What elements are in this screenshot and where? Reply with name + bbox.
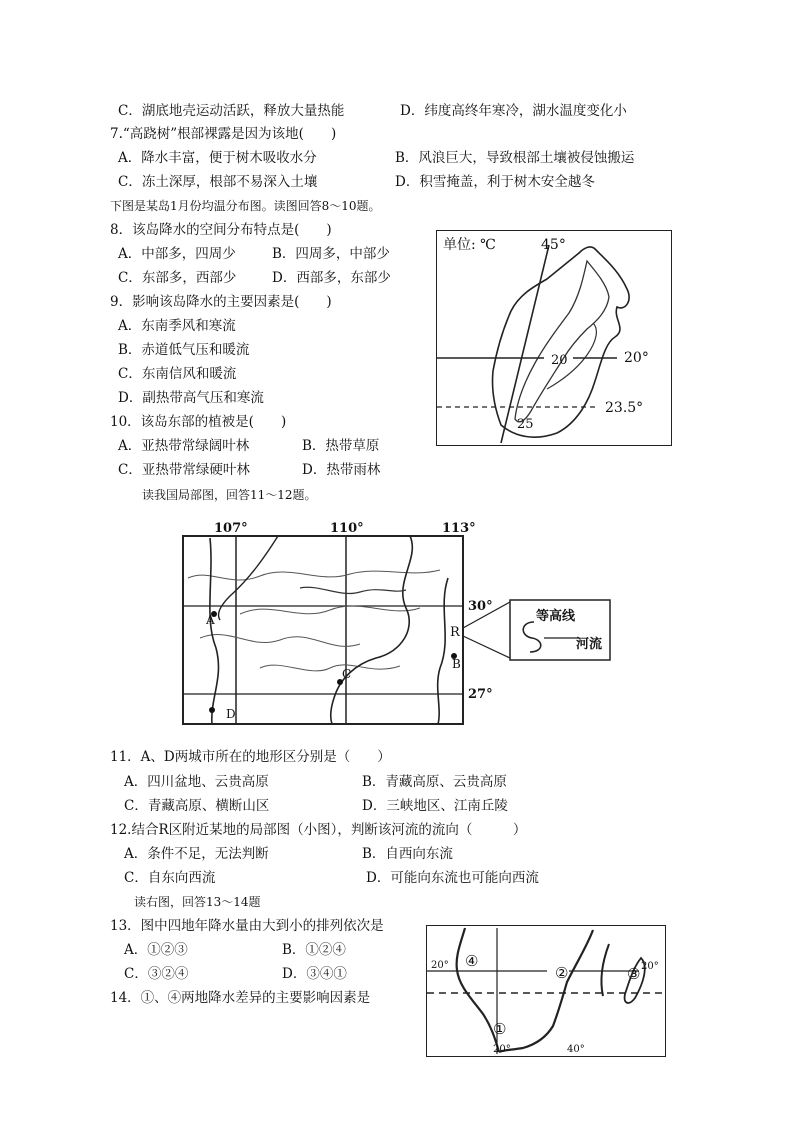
latitude-20-label: 20°	[624, 350, 649, 366]
q13-option-a: A．①②③	[124, 942, 188, 958]
fig3-latitude-label: 20°	[431, 960, 449, 971]
legend-river-label: 河流	[576, 637, 603, 652]
isotherm-20-label: 20	[551, 353, 568, 368]
q10-option-c: C．亚热带常绿硬叶林	[118, 462, 250, 478]
unit-label: 单位: ℃	[443, 237, 496, 253]
q7-option-a: A．降水丰富，便于树木吸收水分	[118, 150, 317, 166]
q8-option-d: D．西部多，东部少	[272, 270, 391, 286]
precipitation-locations-map	[426, 925, 666, 1057]
q9-option-b: B．赤道低气压和暖流	[118, 342, 250, 358]
island-temperature-map	[436, 230, 672, 446]
location-4-label: ④	[465, 952, 479, 970]
q8-stem: 8．该岛降水的空间分布特点是( )	[110, 222, 332, 238]
q10-stem: 10．该岛东部的植被是( )	[110, 414, 287, 430]
q7-option-c: C．冻土深厚，根部不易深入土壤	[118, 174, 318, 190]
q13-option-c: C．③②④	[124, 966, 189, 982]
q8-option-c: C．东部多，西部少	[118, 270, 237, 286]
q10-option-b: B．热带草原	[302, 438, 380, 454]
q7-stem: 7.“高跷树”根部裸露是因为该地( )	[110, 126, 337, 142]
q7-option-b: B．风浪巨大，导致根部土壤被侵蚀搬运	[395, 150, 635, 166]
q13-option-b: B．①②④	[282, 942, 346, 958]
q6-option-c: C．湖底地壳运动活跃，释放大量热能	[118, 103, 345, 119]
city-d-label: D	[226, 707, 236, 721]
legend-contour-label: 等高线	[536, 609, 576, 624]
q7-option-d: D．积雪掩盖，利于树木安全越冬	[395, 174, 595, 190]
fig3-longitude-20-label: 20°	[493, 1044, 511, 1055]
q10-option-a: A．亚热带常绿阔叶林	[118, 438, 250, 454]
longitude-113-label: 113°	[442, 521, 476, 536]
latitude-30-label: 30°	[468, 599, 493, 614]
intro-11-12: 读我国局部图，回答11～12题。	[142, 488, 317, 502]
q13-stem: 13．图中四地年降水量由大到小的排列依次是	[110, 918, 384, 934]
q10-option-d: D．热带雨林	[302, 462, 381, 478]
region-r-label: R	[450, 625, 460, 640]
city-c-label: C	[342, 667, 352, 681]
q14-stem: 14．①、④两地降水差异的主要影响因素是	[110, 990, 371, 1006]
q12-stem: 12.结合R区附近某地的局部图（小图），判断该河流的流向（ ）	[110, 822, 527, 838]
longitude-label: 45°	[541, 237, 566, 253]
q12-option-b: B．自西向东流	[362, 846, 453, 862]
q8-option-a: A．中部多，四周少	[118, 246, 236, 262]
fig3-latitude-right-label: 20°	[641, 961, 659, 972]
q9-option-a: A．东南季风和寒流	[118, 318, 236, 334]
q9-option-c: C．东南信风和暖流	[118, 366, 237, 382]
fig3-longitude-40-label: 40°	[567, 1044, 585, 1055]
latitude-27-label: 27°	[468, 687, 493, 702]
q11-option-b: B．青藏高原、云贵高原	[362, 774, 507, 790]
q8-option-b: B．四周多，中部少	[272, 246, 390, 262]
regional-topographic-map	[180, 518, 620, 730]
intro-8-10: 下图是某岛1月份均温分布图。读图回答8～10题。	[110, 199, 381, 213]
city-b-label: B	[452, 657, 461, 671]
q9-option-d: D．副热带高气压和寒流	[118, 390, 264, 406]
q9-stem: 9．影响该岛降水的主要因素是( )	[110, 294, 332, 310]
location-2-label: ②	[555, 964, 569, 982]
q6-option-d: D．纬度高终年寒冷，湖水温度变化小	[400, 103, 627, 119]
isotherm-25-label: 25	[517, 417, 534, 432]
latitude-23-5-label: 23.5°	[605, 400, 644, 416]
q11-option-c: C．青藏高原、横断山区	[124, 798, 270, 814]
longitude-110-label: 110°	[330, 521, 364, 536]
intro-13-14: 读右图，回答13～14题	[134, 895, 261, 909]
q12-option-d: D．可能向东流也可能向西流	[366, 870, 539, 886]
q12-option-c: C．自东向西流	[124, 870, 216, 886]
q12-option-a: A．条件不足，无法判断	[124, 846, 269, 862]
location-3-label: ③	[627, 965, 641, 983]
city-a-label: A	[206, 613, 215, 627]
location-1-label: ①	[493, 1020, 507, 1038]
q11-stem: 11．A、D两城市所在的地形区分别是（ ）	[110, 749, 391, 765]
q11-option-d: D．三峡地区、江南丘陵	[362, 798, 508, 814]
q11-option-a: A．四川盆地、云贵高原	[124, 774, 269, 790]
q13-option-d: D．③④①	[282, 966, 347, 982]
longitude-107-label: 107°	[214, 521, 248, 536]
